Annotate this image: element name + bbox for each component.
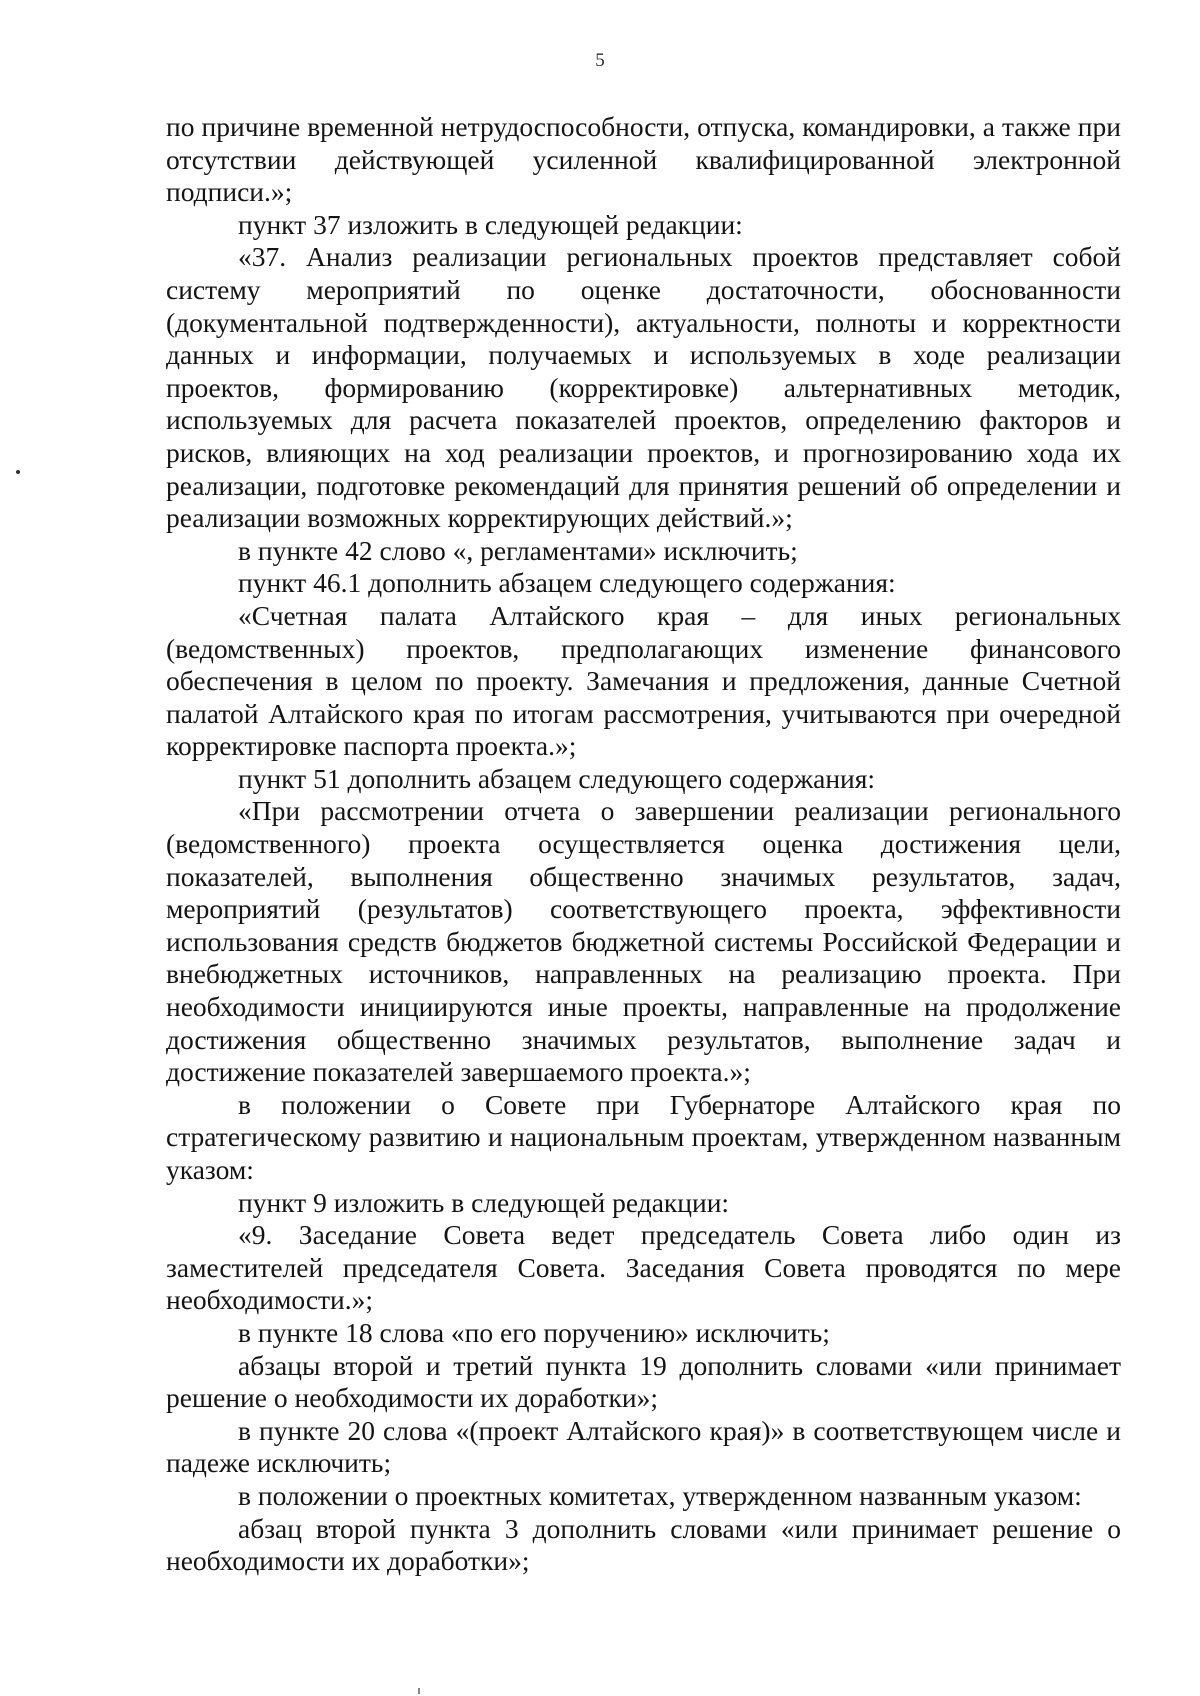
paragraph-item-51-instruction: пункт 51 дополнить абзацем следующего содержания: [238, 762, 876, 794]
paragraph-item-37-instruction: пункт 37 изложить в следующей редакции: [238, 208, 743, 240]
page-number: 5 [595, 50, 605, 71]
paragraph-continuation: по причине временной нетрудоспособности, отпуска, командировки, а также при отсутствии действующей усиленной квалифицированной электронной подписи.»; [166, 111, 1121, 208]
paragraph-item-19-instruction: абзацы второй и третий пункта 19 дополнить словами «или принимает решение о необходимости их доработки»; [166, 1349, 1121, 1414]
paragraph-council-regulation: в положении о Совете при Губернаторе Алтайского края по стратегическому развитию и национальным проектам, утвержденном названным указом: [166, 1088, 1121, 1185]
scan-speck [418, 1688, 420, 1694]
scan-speck [16, 470, 20, 474]
paragraph-item-51-text: «При рассмотрении отчета о завершении реализации регионального (ведомственного) проекта осуществляется оценка достижения цели, показателей, выполнения общественно значимых результатов, задач, мероприятий (результатов) соответствующего проекта, эффективности использования средств бюджетов бюджетной системы Российской Федерации и внебюджетных источников, направленных на реализацию проекта. При необходимости инициируются иные проекты, направленные на продолжение достижения общественно значимых результатов, выполнение задач и достижение показателей завершаемого проекта.»; [166, 795, 1121, 1088]
paragraph-item-3-instruction: абзац второй пункта 3 дополнить словами «или принимает решение о необходимости их доработки»; [166, 1512, 1121, 1577]
paragraph-item-9-text: «9. Заседание Совета ведет председатель Совета либо один из заместителей председателя Совета. Заседания Совета проводятся по мере необходимости.»; [166, 1219, 1121, 1316]
paragraph-item-18-instruction: в пункте 18 слова «по его поручению» исключить; [238, 1316, 830, 1348]
paragraph-item-42-instruction: в пункте 42 слово «, регламентами» исключить; [238, 534, 798, 566]
paragraph-item-37-text: «37. Анализ реализации региональных проектов представляет собой систему мероприятий по оценке достаточности, обоснованности (документальной подтвержденности), актуальности, полноты и корректности данных и информации, получаемых и используемых в ходе реализации проектов, формированию (корректировке) альтернативных методик, используемых для расчета показателей проектов, определению факторов и рисков, влияющих на ход реализации проектов, и прогнозированию хода их реализации, подготовке рекомендаций для принятия решений об определении и реализации возможных корректирующих действий.»; [166, 241, 1121, 534]
paragraph-item-46-1-instruction: пункт 46.1 дополнить абзацем следующего содержания: [238, 567, 896, 599]
paragraph-committees-regulation: в положении о проектных комитетах, утвержденном названным указом: [238, 1479, 1082, 1511]
paragraph-item-9-instruction: пункт 9 изложить в следующей редакции: [238, 1186, 730, 1218]
paragraph-item-20-instruction: в пункте 20 слова «(проект Алтайского края)» в соответствующем числе и падеже исключить; [166, 1414, 1121, 1479]
paragraph-item-46-1-text: «Счетная палата Алтайского края – для иных региональных (ведомственных) проектов, предполагающих изменение финансового обеспечения в целом по проекту. Замечания и предложения, данные Счетной палатой Алтайского края по итогам рассмотрения, учитываются при очередной корректировке паспорта проекта.»; [166, 599, 1121, 762]
document-body [166, 111, 1121, 1578]
